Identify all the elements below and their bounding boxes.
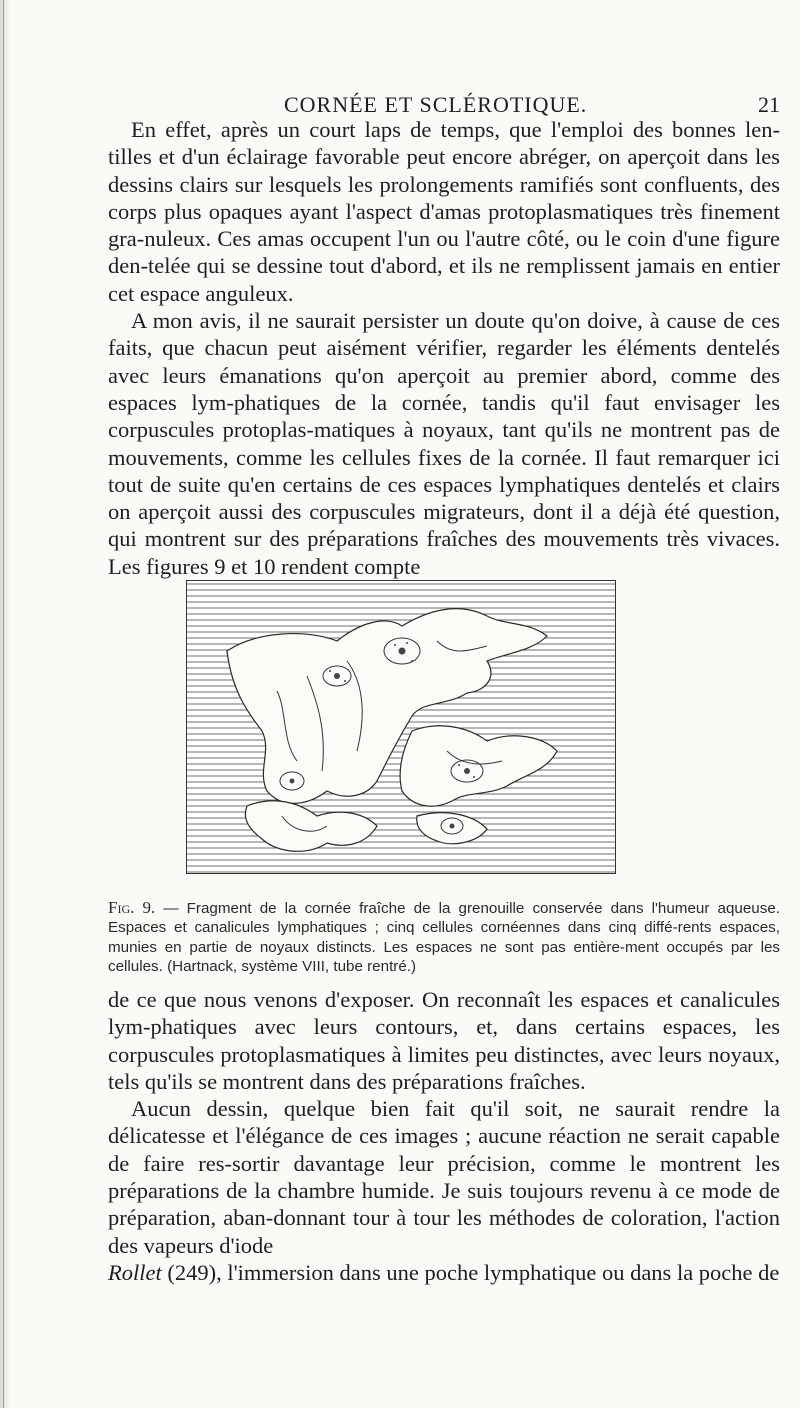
caption-body <box>108 898 780 977</box>
figure-caption <box>108 898 780 977</box>
author-name: Rollet <box>108 1259 162 1285</box>
page-number: 21 <box>758 92 780 117</box>
paragraph: A mon avis, il ne saurait persister un doute qu'on doive, à cause de ces faits, que chacun peut aisément vérifier, regarder les éléments dentelés avec leurs émanations qu'on aperçoit au premier abord, comme des espaces lym-phatiques de la cornée, tandis qu'il faut envisager les corpuscules protoplas-matiques à noyaux, tant qu'ils ne montrent pas de mouvements, comme les cellules fixes de la cornée. Il faut remarquer ici tout de suite qu'en certains de ces espaces lymphatiques dentelés et clairs on aperçoit aussi des corpuscules migrateurs, dont il a déjà été question, qui montrent sur des préparations fraîches des mouvements très vivaces. Les figures 9 et 10 rendent compte <box>108 308 780 579</box>
caption-text: — Fragment de la cornée fraîche de la grenouille conservée dans l'humeur aqueuse. Espaces et canalicules lymphatiques ; cinq cellules cornéennes dans cinq diffé-rents espaces, munies en partie de noyaux distincts. Les espaces ne sont pas entière-ment occupés par les cellules. (Hartnack, système VIII, tube rentré.) <box>108 900 780 976</box>
paragraph-continuation <box>108 1259 780 1286</box>
page-binding-edge <box>0 0 12 1408</box>
paragraph: En effet, après un court laps de temps, que l'emploi des bonnes len-tilles et d'un éclairage favorable peut encore abréger, on aperçoit dans les dessins clairs sur lesquels les prolongements ramifiés sont confluents, des corps plus opaques ayant l'aspect d'amas protoplasmatiques très finement gra-nuleux. Ces amas occupent l'un ou l'autre côté, ou le coin d'une figure den-telée qui se dessine tout d'abord, et ils ne remplissent jamais en entier cet espace anguleux. <box>108 117 780 306</box>
figure-label: Fig. 9. <box>108 898 156 917</box>
paragraph: de ce que nous venons d'exposer. On reconnaît les espaces et canalicules lym-phatiques avec leurs contours, et, dans certains espaces, les corpuscules protoplasmatiques à limites peu distinctes, avec leurs noyaux, tels qu'ils se montrent dans des préparations fraîches. <box>108 987 780 1094</box>
cornea-engraving <box>187 581 615 873</box>
paragraph-text: (249), l'immersion dans une poche lymphatique ou dans la poche de <box>161 1259 780 1285</box>
running-title: CORNÉE ET SCLÉROTIQUE. <box>284 92 588 117</box>
paragraph: Aucun dessin, quelque bien fait qu'il soit, ne saurait rendre la délicatesse et l'élégance de ces images ; aucune réaction ne serait capable de faire res-sortir davantage leur précision, comme le montrent les préparations de la chambre humide. Je suis toujours revenu à ce mode de préparation, aban-donnant tour à tour les méthodes de coloration, l'action des vapeurs d'iode <box>108 1096 780 1258</box>
body-text-bottom <box>108 986 780 1286</box>
body-text-top <box>108 116 780 580</box>
binding-line <box>3 0 4 1408</box>
figure-illustration <box>186 580 616 874</box>
